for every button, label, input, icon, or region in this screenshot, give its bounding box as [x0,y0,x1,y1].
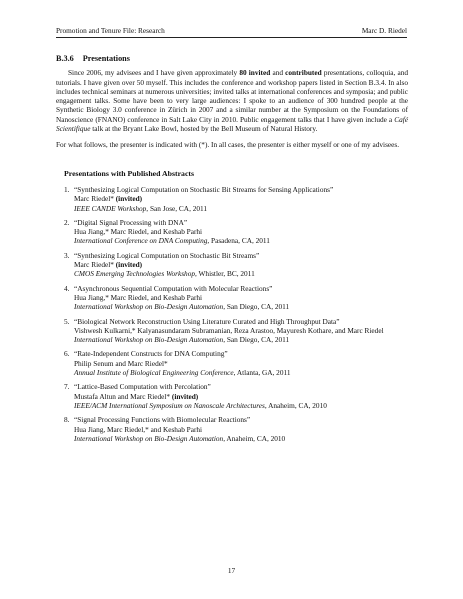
item-number: 3. [64,250,70,260]
item-venue: International Conference on DNA Computing [74,236,208,246]
item-invited: (invited) [170,391,199,401]
list-item [64,349,408,377]
item-authors: Hua Jiang, Marc Riedel,* and Keshab Parhi [74,424,203,434]
item-venue: International Workshop on Bio-Design Automation [74,433,224,443]
item-body [74,185,408,213]
item-number: 2. [64,217,70,227]
item-title: “Biological Network Reconstruction Using Literature Curated and High Throughput Data” [74,316,340,326]
item-location: , San Jose, CA, 2011 [146,203,208,213]
item-body [74,218,408,246]
item-location: , Atlanta, GA, 2011 [233,368,291,378]
item-authors-line [74,326,408,335]
header-author: Marc D. Riedel [361,26,407,35]
item-location: , Pasadena, CA, 2011 [207,236,270,246]
item-location: , San Diego, CA, 2011 [223,302,290,312]
intro-text-2: and [270,68,286,78]
item-authors: Mustafa Altun and Marc Riedel* [74,391,171,401]
item-venue-line [74,236,408,245]
item-venue-line [74,401,408,410]
item-number: 7. [64,382,70,392]
item-venue-line [74,302,408,311]
list-item [64,317,408,345]
item-authors-line [74,194,408,203]
item-authors-line [74,293,408,302]
item-title: “Digital Signal Processing with DNA” [74,217,188,227]
item-venue: International Workshop on Bio-Design Automation [74,335,224,345]
item-authors: Marc Riedel* [74,260,114,270]
item-venue-line [74,434,408,443]
item-invited: (invited) [113,260,143,270]
item-number: 5. [64,316,70,326]
list-item [64,284,408,312]
item-number: 8. [64,415,70,425]
item-title: “Signal Processing Functions with Biomolecular Reactions” [74,415,251,425]
header-left-title: Promotion and Tenure File: Research [56,26,165,35]
item-venue: IEEE CANDE Workshop [74,203,147,213]
item-title: “Lattice-Based Computation with Percolation” [74,382,211,392]
item-body [74,415,408,443]
intro-bold-invited: 80 invited [239,68,271,78]
item-number: 1. [64,184,70,194]
item-authors-line [74,392,408,401]
item-venue-line [74,335,408,344]
section-number: B.3.6 [56,54,74,63]
intro-text-1: Since 2006, my advisees and I have given approximately [68,68,240,78]
page-header [56,26,407,35]
list-item [64,218,408,246]
item-authors-line [74,260,408,269]
item-authors: Vishwesh Kulkarni,* Kalyanasundaram Subramanian, Reza Arastoo, Mayuresh Kothare, and Marc Riedel [74,325,384,335]
item-authors: Philip Senum and Marc Riedel* [74,358,168,368]
item-title: “Synthesizing Logical Computation on Stochastic Bit Streams” [74,250,260,260]
item-venue-line [74,368,408,377]
item-invited: (invited) [113,194,143,204]
item-venue-line [74,204,408,213]
item-venue: International Workshop on Bio-Design Automation [74,302,224,312]
item-authors: Hua Jiang,* Marc Riedel, and Keshab Parhi [74,292,203,302]
item-title: “Rate-Independent Constructs for DNA Computing” [74,349,228,359]
item-venue: CMOS Emerging Technologies Workshop [74,269,196,279]
item-authors-line [74,425,408,434]
list-item [64,415,408,443]
list-item [64,185,408,213]
item-location: , Anaheim, CA, 2010 [264,400,327,410]
item-body [74,284,408,312]
item-venue: IEEE/ACM International Symposium on Nanoscale Architectures [74,400,265,410]
intro-text-3: presentations, colloquia, and tutorials. I have given over 50 myself. This includes the conference and workshop papers listed in Section B.3.4. In also includes technical seminars at numerous universities; invited talks at international conferences and symposia; and public engagement talks. Some have been to very large audiences: I spoke to an audience of 300 hundred people at the Synthetic Biology 3.0 conference in Zürich in 2007 and a similar number at the Symposium on the Foundations of Nanoscience (FNANO) conference in Salt Lake City in 2010. Public engagement talks that I have given include a [56,68,409,124]
list-item [64,251,408,279]
item-number: 6. [64,349,70,359]
section-title: Presentations [82,54,130,63]
item-authors-line [74,359,408,368]
item-body [74,251,408,279]
presentations-list [64,185,408,443]
item-venue-line [74,269,408,278]
intro-italic-cafe: Café Scientifique [56,114,408,134]
item-body [74,382,408,410]
item-location: , Anaheim, CA, 2010 [223,433,286,443]
item-location: , San Diego, CA, 2011 [223,335,290,345]
item-venue: Annual Institute of Biological Engineering Conference [74,368,234,378]
item-number: 4. [64,283,70,293]
presenter-note-paragraph: For what follows, the presenter is indicated with (*). In all cases, the presenter is either myself or one of my advisees. [56,140,400,150]
page-footer [0,566,463,575]
page-content [56,54,408,448]
item-body [74,349,408,377]
item-authors: Hua Jiang,* Marc Riedel, and Keshab Parhi [74,227,203,237]
item-location: , Whistler, BC, 2011 [195,269,255,279]
list-item [64,382,408,410]
item-title: “Synthesizing Logical Computation on Stochastic Bit Streams for Sensing Applications” [74,184,334,194]
subsection-heading: Presentations with Published Abstracts [64,168,195,178]
item-body [74,317,408,345]
header-rule [56,37,407,38]
page-number: 17 [227,566,236,575]
intro-bold-contributed: contributed [285,68,322,78]
intro-paragraph [56,68,408,133]
item-title: “Asynchronous Sequential Computation with Molecular Reactions” [74,283,273,293]
intro-text-4: talk at the Bryant Lake Bowl, hosted by the Bell Museum of Natural History. [90,124,318,134]
item-authors: Marc Riedel* [74,194,114,204]
item-authors-line [74,227,408,236]
section-heading [56,54,408,63]
